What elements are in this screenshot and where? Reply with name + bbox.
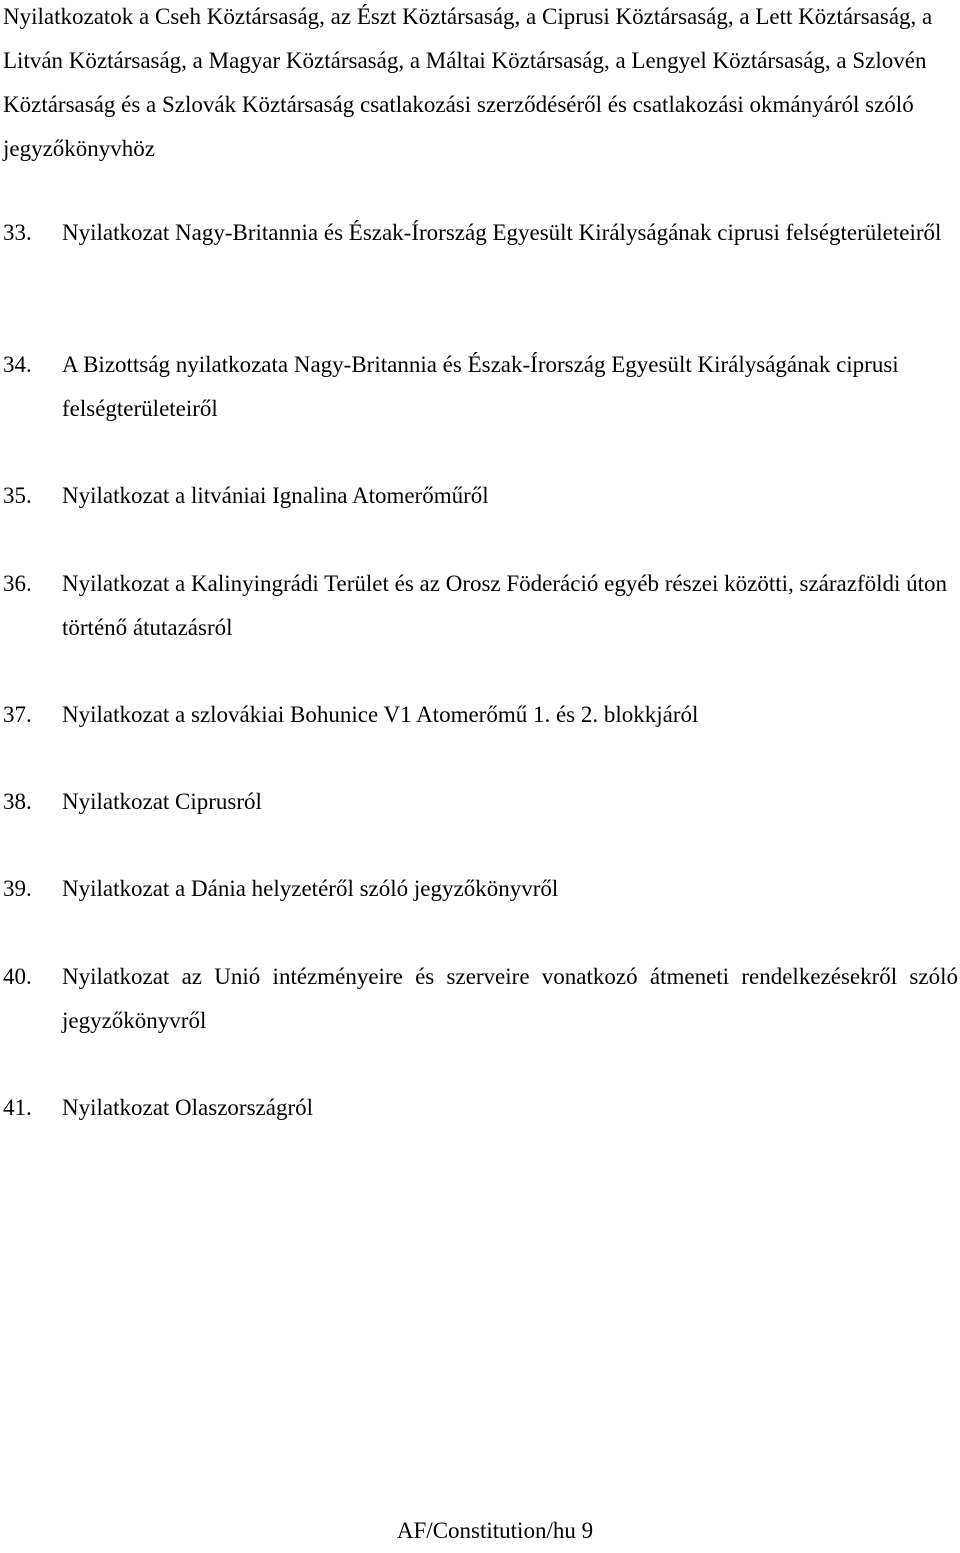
list-item-38 (3, 780, 958, 824)
list-item-41 (3, 1086, 958, 1130)
list-item-33 (3, 211, 958, 255)
list-item-39 (3, 867, 958, 911)
page-footer: AF/Constitution/hu 9 (396, 1518, 594, 1543)
item-number: 34. (3, 352, 32, 377)
item-number: 36. (3, 571, 32, 596)
list-item-36 (3, 562, 958, 650)
item-number: 37. (3, 702, 32, 727)
item-text: Nyilatkozat az Unió intézményeire és szerveire vonatkozó átmeneti rendelkezésekről szóló jegyzőkönyvről (62, 964, 958, 1033)
item-number: 38. (3, 789, 32, 814)
intro-paragraph: Nyilatkozatok a Cseh Köztársaság, az Észt Köztársaság, a Ciprusi Köztársaság, a Lett Köztársaság, a Litván Köztársaság, a Magyar Köztársaság, a Máltai Köztársaság, a Lengyel Köztársaság, a Szlovén Köztársaság és a Szlovák Köztársaság csatlakozási szerződéséről és csatlakozási okmányáról szóló jegyzőkönyvhöz (3, 4, 933, 161)
item-number: 35. (3, 483, 32, 508)
item-text: Nyilatkozat a litvániai Ignalina Atomerőműről (62, 483, 489, 508)
item-text: Nyilatkozat Nagy-Britannia és Észak-Írország Egyesült Királyságának ciprusi felségterületeiről (62, 220, 942, 245)
item-text: Nyilatkozat a szlovákiai Bohunice V1 Atomerőmű 1. és 2. blokkjáról (62, 702, 699, 727)
list-item-40 (3, 955, 958, 1043)
list-item-34 (3, 343, 958, 431)
item-text: A Bizottság nyilatkozata Nagy-Britannia és Észak-Írország Egyesült Királyságának ciprusi felségterületeiről (62, 352, 899, 421)
item-number: 33. (3, 220, 32, 245)
item-number: 40. (3, 964, 32, 989)
list-item-35 (3, 474, 958, 518)
item-text: Nyilatkozat Ciprusról (62, 789, 262, 814)
item-number: 39. (3, 876, 32, 901)
item-text: Nyilatkozat a Dánia helyzetéről szóló jegyzőkönyvről (62, 876, 559, 901)
list-item-37 (3, 693, 958, 737)
item-text: Nyilatkozat Olaszországról (62, 1095, 313, 1120)
item-text: Nyilatkozat a Kalinyingrádi Terület és az Orosz Föderáció egyéb részei közötti, szárazföldi úton történő átutazásról (62, 571, 948, 640)
item-number: 41. (3, 1095, 32, 1120)
